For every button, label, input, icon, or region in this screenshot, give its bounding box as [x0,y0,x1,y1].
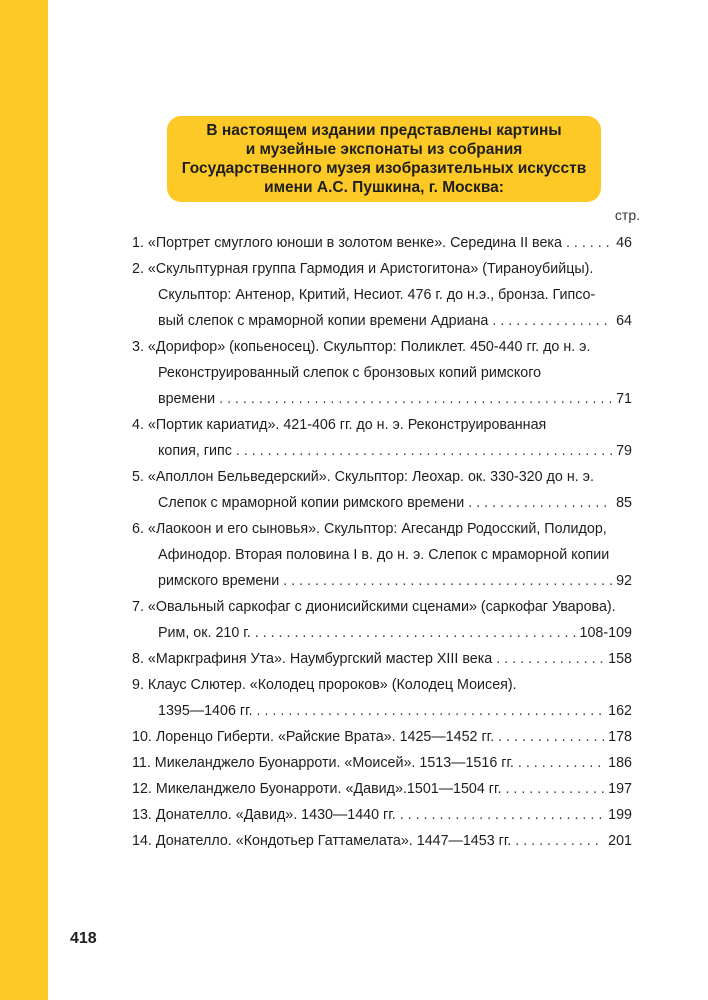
toc-page-number: 199 [608,807,632,823]
toc-entry-text: 5. «Аполлон Бельведерский». Скульптор: Леохар. ок. 330-320 до н. э. [132,469,594,485]
leader-dots [400,802,604,828]
toc-entry-4-cont [132,438,632,464]
toc-entry-13 [132,802,632,828]
toc-entry-text: вый слепок с мраморной копии времени Адриана [158,313,489,329]
leader-dots [219,386,612,412]
toc-entry-text: 4. «Портик кариатид». 421-406 гг. до н. э. Реконструированная [132,417,547,433]
toc-entry-12 [132,776,632,802]
leader-dots [515,828,604,854]
toc-page-number: 158 [608,651,632,667]
toc-entry-text: 7. «Овальный саркофаг с дионисийскими сценами» (саркофаг Уварова). [132,599,616,615]
leader-dots [468,490,612,516]
toc-entry-text: 1. «Портрет смуглого юноши в золотом венке». Середина II века [132,235,562,251]
toc-entry-2-cont [132,282,632,308]
intro-banner [167,116,601,202]
toc-page-number: 108-109 [579,625,632,641]
toc-page-number: 197 [608,781,632,797]
toc-page-number: 162 [608,703,632,719]
toc-entry-3-cont [132,360,632,386]
toc-entry-5-cont [132,490,632,516]
toc-entry-7 [132,594,632,620]
toc-entry-8 [132,646,632,672]
toc-entry-text: римского времени [158,573,280,589]
toc-entry-text: 6. «Лаокоон и его сыновья». Скульптор: Агесандр Родосский, Полидор, [132,521,607,537]
toc-page-number: 85 [616,495,632,511]
toc-entry-1 [132,230,632,256]
toc-entry-text: копия, гипс [158,443,232,459]
toc-entry-7-cont [132,620,632,646]
toc-entry-text: 10. Лоренцо Гиберти. «Райские Врата». 1425—1452 гг. [132,729,495,745]
toc-entry-6-cont [132,542,632,568]
toc-entry-14 [132,828,632,854]
table-of-contents [132,230,632,854]
leader-dots [492,308,612,334]
leader-dots [496,646,604,672]
toc-page-number: 186 [608,755,632,771]
toc-entry-text: 3. «Дорифор» (копьеносец). Скульптор: Поликлет. 450-440 гг. до н. э. [132,339,591,355]
toc-entry-text: 2. «Скульптурная группа Гармодия и Аристогитона» (Тираноубийцы). [132,261,594,277]
toc-entry-text: Рим, ок. 210 г. [158,625,251,641]
toc-entry-text: Скульптор: Антенор, Критий, Несиот. 476 г. до н.э., бронза. Гипсо- [158,287,596,303]
toc-entry-text: 12. Микеланджело Буонарроти. «Давид».1501—1504 гг. [132,781,502,797]
page-column-label: стр. [614,207,640,223]
leader-dots [283,568,612,594]
toc-page-number: 46 [616,235,632,251]
toc-entry-text: 8. «Маркграфиня Ута». Наумбургский мастер XIII века [132,651,493,667]
banner-line: имени А.С. Пушкина, г. Москва: [264,179,504,196]
leader-dots [257,698,605,724]
toc-entry-text: 1395—1406 гг. [158,703,253,719]
leader-dots [498,724,604,750]
toc-entry-9 [132,672,632,698]
leader-dots [236,438,612,464]
toc-page-number: 178 [608,729,632,745]
toc-entry-3 [132,334,632,360]
toc-entry-2 [132,256,632,282]
toc-entry-4 [132,412,632,438]
toc-entry-6 [132,516,632,542]
toc-entry-9-cont [132,698,632,724]
toc-entry-text: времени [158,391,216,407]
leader-dots [518,750,604,776]
yellow-margin-stripe [0,0,48,1000]
toc-entry-text: 11. Микеланджело Буонарроти. «Моисей». 1513—1516 гг. [132,755,514,771]
banner-line: В настоящем издании представлены картины [206,122,562,139]
banner-line: и музейные экспонаты из собрания [245,141,523,158]
toc-page-number: 92 [616,573,632,589]
toc-entry-text: Реконструированный слепок с бронзовых копий римского [158,365,542,381]
toc-entry-text: 9. Клаус Слютер. «Колодец пророков» (Колодец Моисея). [132,677,517,693]
toc-entry-10 [132,724,632,750]
toc-entry-2-cont [132,308,632,334]
leader-dots [255,620,576,646]
toc-page-number: 201 [608,833,632,849]
page-number: 418 [70,930,97,947]
toc-entry-text: Афинодор. Вторая половина I в. до н. э. Слепок с мраморной копии [158,547,610,563]
toc-entry-5 [132,464,632,490]
toc-entry-3-cont [132,386,632,412]
banner-line: Государственного музея изобразительных искусств [181,160,587,177]
toc-entry-6-cont [132,568,632,594]
toc-entry-text: 14. Донателло. «Кондотьер Гаттамелата». 1447—1453 гг. [132,833,512,849]
toc-page-number: 64 [616,313,632,329]
toc-page-number: 71 [616,391,632,407]
toc-entry-text: Слепок с мраморной копии римского времени [158,495,465,511]
leader-dots [505,776,604,802]
toc-entry-text: 13. Донателло. «Давид». 1430—1440 гг. [132,807,396,823]
toc-entry-11 [132,750,632,776]
toc-page-number: 79 [616,443,632,459]
leader-dots [566,230,612,256]
